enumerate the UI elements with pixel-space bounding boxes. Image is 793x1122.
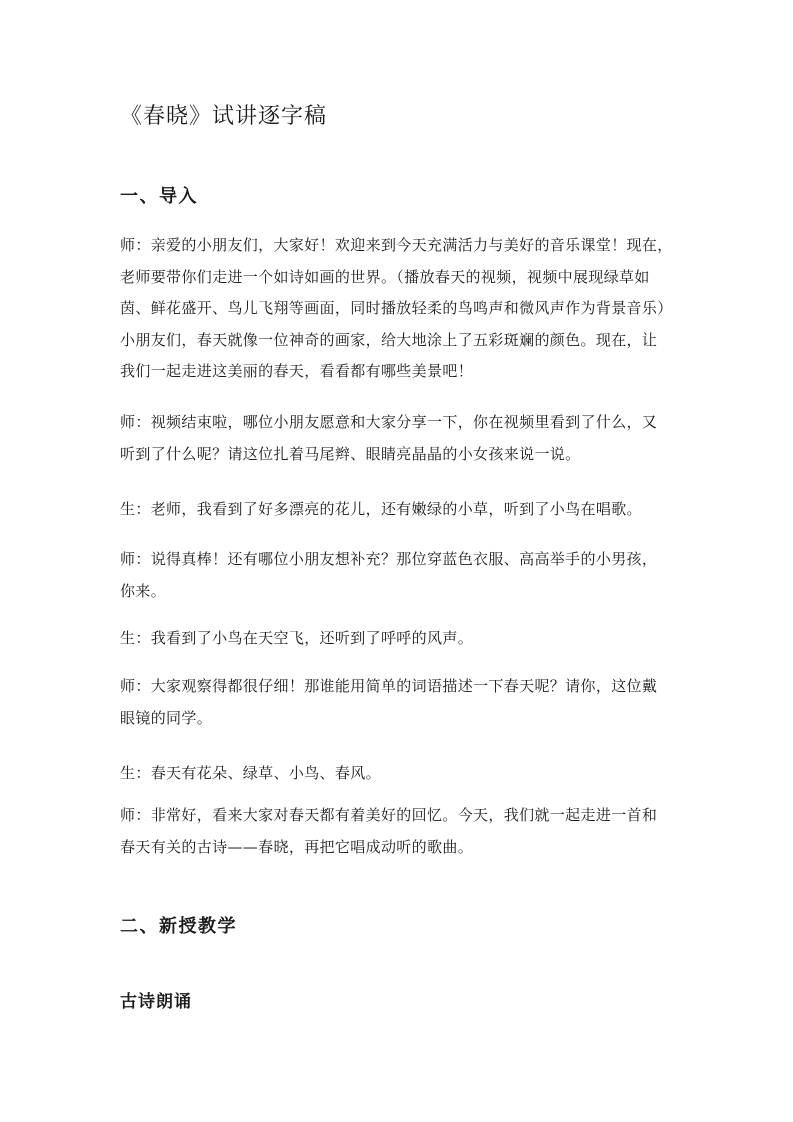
- paragraph: [120, 407, 675, 470]
- paragraph-line: 师：非常好，看来大家对春天都有着美好的回忆。今天，我们就一起走进一首和: [120, 806, 658, 824]
- paragraph-line: 师：说得真棒！还有哪位小朋友想补充？那位穿蓝色衣服、高高举手的小男孩，: [120, 550, 658, 568]
- paragraph-line: 生：老师，我看到了好多漂亮的花儿，还有嫩绿的小草，听到了小鸟在唱歌。: [120, 500, 642, 518]
- paragraph-line: 老师要带你们走进一个如诗如画的世界。（播放春天的视频，视频中展现绿草如: [120, 267, 650, 286]
- paragraph: [120, 230, 675, 388]
- section-heading-intro: 一、导入: [120, 186, 198, 207]
- paragraph-line: 师：大家观察得都很仔细！那谁能用简单的词语描述一下春天呢？请你，这位戴: [120, 677, 658, 695]
- paragraph-line: 茵、鲜花盛开、鸟儿飞翔等画面，同时播放轻柔的鸟鸣声和微风声作为背景音乐）: [120, 299, 673, 317]
- paragraph-line: 小朋友们，春天就像一位神奇的画家，给大地涂上了五彩斑斓的颜色。现在，让: [120, 330, 658, 349]
- paragraph: [120, 494, 675, 526]
- document-title: 《春晓》试讲逐字稿: [120, 104, 328, 129]
- subsection-heading-poem-recitation: 古诗朗诵: [120, 992, 192, 1012]
- paragraph-line: 春天有关的古诗——春晓，再把它唱成动听的歌曲。: [120, 837, 474, 856]
- paragraph: [120, 671, 675, 734]
- paragraph: [120, 544, 675, 607]
- paragraph: [120, 800, 675, 863]
- paragraph-line: 师：视频结束啦，哪位小朋友愿意和大家分享一下，你在视频里看到了什么，又: [120, 413, 658, 431]
- paragraph: [120, 758, 675, 790]
- paragraph-line: 师：亲爱的小朋友们，大家好！欢迎来到今天充满活力与美好的音乐课堂！现在，: [120, 236, 673, 254]
- paragraph: [120, 623, 675, 655]
- section-heading-new-teaching: 二、新授教学: [120, 916, 237, 937]
- paragraph-line: 我们一起走进这美丽的春天，看看都有哪些美景吧！: [120, 362, 474, 380]
- paragraph-line: 听到了什么呢？请这位扎着马尾辫、眼睛亮晶晶的小女孩来说一说。: [120, 444, 581, 463]
- paragraph-line: 生：春天有花朵、绿草、小鸟、春风。: [120, 764, 381, 782]
- paragraph-line: 眼镜的同学。: [120, 708, 213, 727]
- paragraph-line: 生：我看到了小鸟在天空飞，还听到了呼呼的风声。: [120, 629, 474, 647]
- paragraph-line: 你来。: [120, 581, 167, 600]
